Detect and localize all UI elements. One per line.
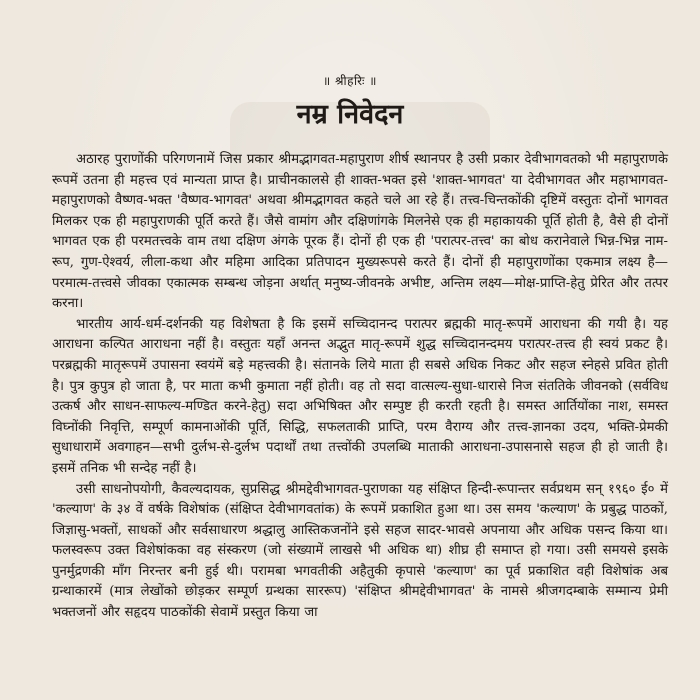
invocation-mantra: ॥ श्रीहरिः ॥: [323, 74, 377, 88]
paragraph-1: अठारह पुराणोंकी परिगणनामें जिस प्रकार श्रीमद्भागवत-महापुराण शीर्ष स्थानपर है उसी प्रकार देवीभागवतको भी महापुराणके रूपमें उतना ही महत्त्व एवं मान्यता प्राप्त है। प्राचीनकालसे ही शाक्त-भक्त इसे 'शाक्त-भागवत' या देवीभागवत और महाभागवत-महापुराणको वैष्णव-भक्त 'वैष्णव-भागवत' अथवा श्रीमद्भागवत कहते चले आ रहे हैं। तत्त्व-चिन्तकोंकी दृष्टिमें वस्तुतः दोनों भागवत मिलकर एक ही महापुराणकी पूर्ति करते हैं। जैसे वामांग और दक्षिणांगके मिलनेसे एक ही महाकायकी पूर्ति होती है, वैसे ही दोनों भागवत एक ही परमतत्त्वके वाम तथा दक्षिण अंगके पूरक हैं। दोनों ही एक ही 'परात्पर-तत्त्व' का बोध करानेवाले भिन्न-भिन्न नाम-रूप, गुण-ऐश्वर्य, लीला-कथा और महिमा आदिका प्रतिपादन मुख्यरूपसे करते हैं। दोनों ही महापुराणोंका एकमात्र लक्ष्य है—परमात्म-तत्त्वसे जीवका एकात्मक सम्बन्ध जोड़ना अर्थात् मनुष्य-जीवनके अभीष्ट, अन्तिम लक्ष्य—मोक्ष-प्राप्ति-हेतु प्रेरित और तत्पर करना।: [52, 152, 668, 312]
paragraph-2: भारतीय आर्य-धर्म-दर्शनकी यह विशेषता है कि इसमें सच्चिदानन्द परात्पर ब्रह्मकी मातृ-रूपमें आराधना की गयी है। यह आराधना कल्पित आराधना नहीं है। वस्तुतः यहाँ अनन्त अद्भुत मातृ-रूपमें शुद्ध सच्चिदानन्दमय परात्पर-तत्त्व ही स्वयं प्रकट है। परब्रह्मकी मातृरूपमें उपासना स्वयंमें बड़े महत्त्वकी है। संतानके लिये माता ही सबसे अधिक निकट और सहज स्नेहसे प्रवित होती है। पुत्र कुपुत्र हो जाता है, पर माता कभी कुमाता नहीं होती। वह तो सदा वात्सल्य-सुधा-धारासे निज संततिके जीवनको (सर्वविध उत्कर्ष और साधन-साफल्य-मण्डित करने-हेतु) सदा अभिषिक्त और सम्पुष्ट ही करती रहती है। समस्त आर्तियोंका नाश, समस्त विघ्नोंकी निवृत्ति, सम्पूर्ण कामनाओंकी पूर्ति, सिद्धि, सफलताकी प्राप्ति, परम वैराग्य और तत्त्व-ज्ञानका उदय, भक्ति-प्रेमकी सुधाधारामें अवगाहन—सभी दुर्लभ-से-दुर्लभ पदार्थों तथा तत्त्वोंकी उपलब्धि माताकी आराधना-उपासनासे सहज ही हो जाती है। इसमें तनिक भी सन्देह नहीं है।: [52, 316, 668, 476]
paragraph-3: उसी साधनोपयोगी, कैवल्यदायक, सुप्रसिद्ध श्रीमद्देवीभागवत-पुराणका यह संक्षिप्त हिन्दी-रूपान्तर सर्वप्रथम सन् १९६० ई० में 'कल्याण' के ३४ वें वर्षके विशेषांक (संक्षिप्त देवीभागवतांक) के रूपमें प्रकाशित हुआ था। उस समय 'कल्याण' के प्रबुद्ध पाठकों, जिज्ञासु-भक्तों, साधकों और सर्वसाधारण श्रद्धालु आस्तिकजनोंने इसे सहज सादर-भावसे अपनाया और अधिक पसन्द किया था। फलस्वरूप उक्त विशेषांकका वह संस्करण (जो संख्यामें लाखसे भी अधिक था) शीघ्र ही समाप्त हो गया। उसी समयसे इसके पुनर्मुद्रणकी माँग निरन्तर बनी हुई थी। परामबा भगवतीकी अहैतुकी कृपासे 'कल्याण' का पूर्व प्रकाशित वही विशेषांक अब ग्रन्थाकारमें (मात्र लेखोंको छोड़कर सम्पूर्ण ग्रन्थका साररूप) 'संक्षिप्त श्रीमद्देवीभागवत' के नामसे श्रीजगदम्बाके सम्मान्य प्रेमी भक्तजनों और सहृदय पाठकोंकी सेवामें प्रस्तुत किया जा: [52, 481, 668, 621]
body-text: [52, 150, 668, 624]
page-title: नम्र निवेदन: [296, 99, 404, 130]
